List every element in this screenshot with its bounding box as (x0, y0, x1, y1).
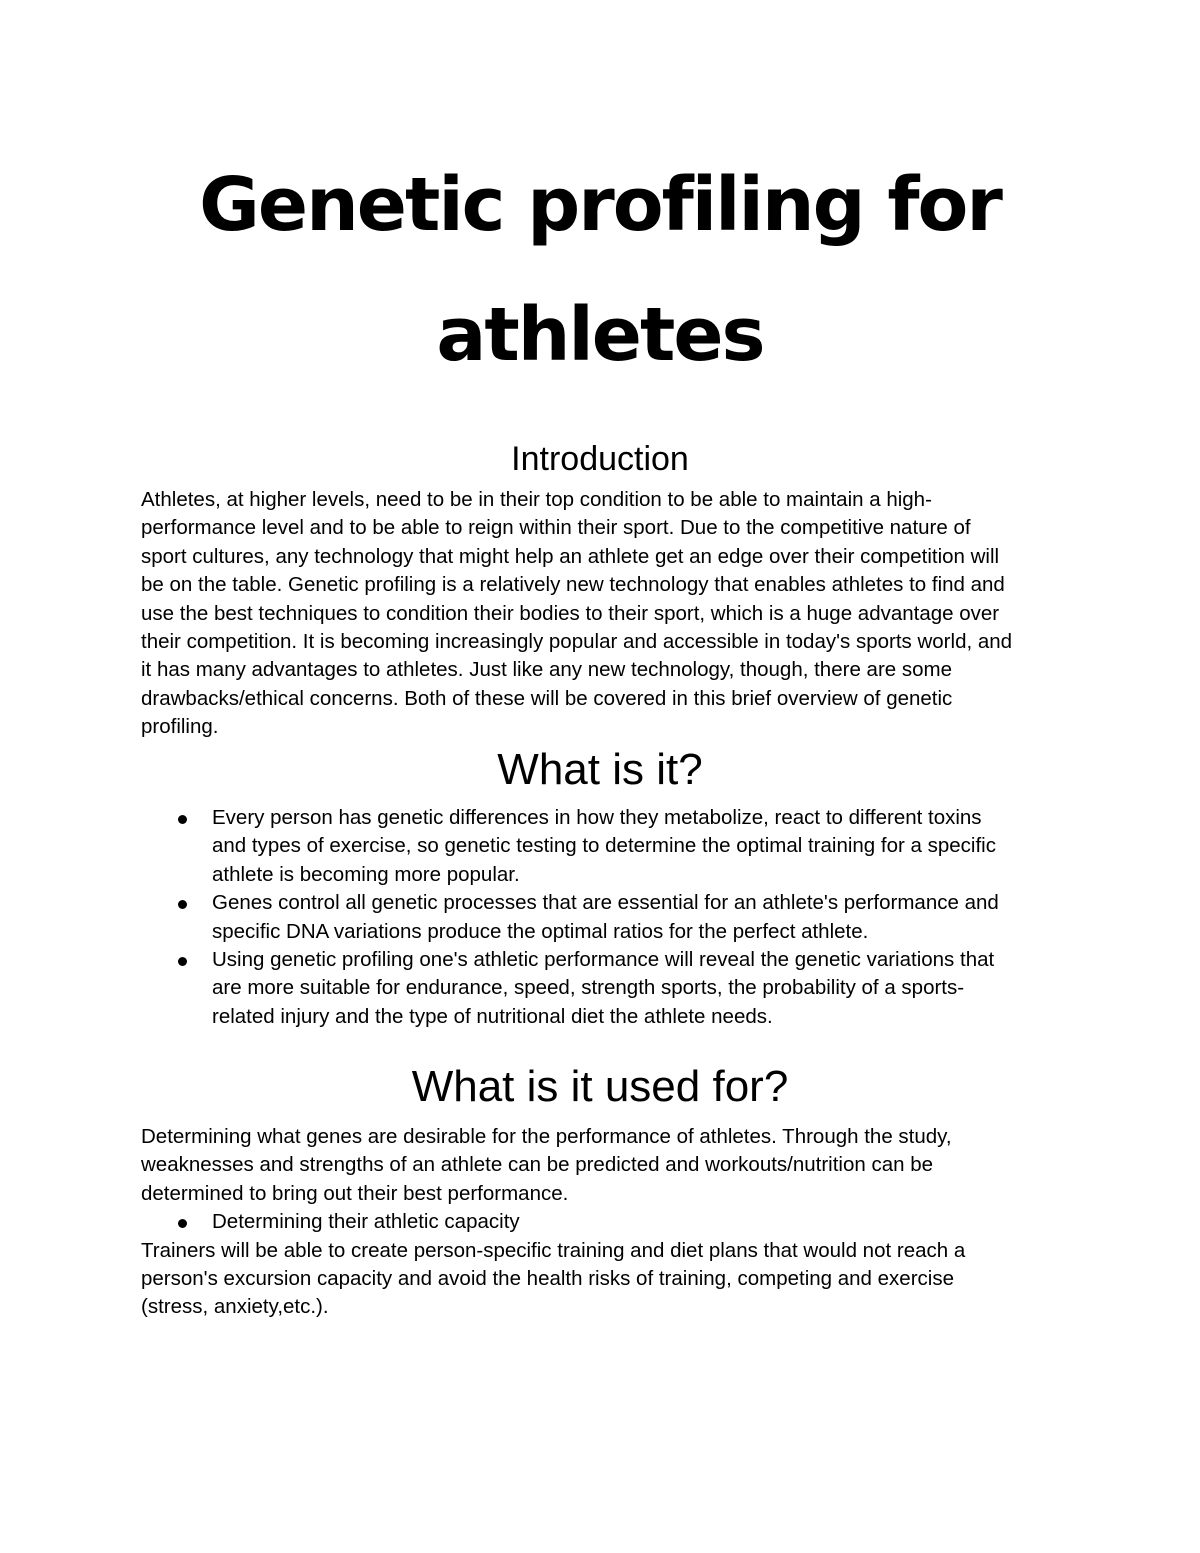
text-line: Determining what genes are desirable for the performance of athletes. Through the study, (141, 1125, 952, 1148)
text-line: (stress, anxiety,etc.). (141, 1295, 329, 1319)
text-line: specific DNA variations produce the optimal ratios for the perfect athlete. (212, 919, 869, 943)
list-item (141, 1208, 965, 1236)
text-line: determined to bring out their best performance. (141, 1181, 569, 1205)
text-line: and types of exercise, so genetic testing to determine the optimal training for a specific (212, 834, 996, 858)
used-for-section (141, 1123, 965, 1322)
text-line: it has many advantages to athletes. Just like any new technology, though, there are some (141, 658, 952, 682)
text-line: be on the table. Genetic profiling is a relatively new technology that enables athletes to find and (141, 573, 1005, 597)
text-line: person's excursion capacity and avoid the health risks of training, competing and exercise (141, 1267, 954, 1291)
text-line: Trainers will be able to create person-specific training and diet plans that would not reach a (141, 1238, 966, 1262)
text-line: profiling. (141, 715, 219, 739)
used-for-list (141, 1208, 965, 1236)
document-title (0, 140, 1200, 400)
text-line: related injury and the type of nutritional diet the athlete needs. (212, 1004, 773, 1028)
heading-introduction: Introduction (511, 440, 689, 478)
text-line: use the best techniques to condition their bodies to their sport, which is a huge advantage over (141, 601, 1000, 625)
text-line: weaknesses and strengths of an athlete can be predicted and workouts/nutrition can be (141, 1153, 934, 1177)
introduction-paragraph (141, 486, 1012, 742)
title-line: Genetic profiling for (199, 162, 1001, 248)
what-is-it-list (141, 804, 999, 1031)
text-line: Athletes, at higher levels, need to be in their top condition to be able to maintain a high- (141, 488, 932, 511)
text-line: performance level and to be able to reign within their sport. Due to the competitive nature of (141, 516, 971, 540)
bullet-icon (178, 900, 187, 909)
bullet-icon (178, 957, 187, 966)
text-line: sport cultures, any technology that might help an athlete get an edge over their competition will (141, 544, 1000, 568)
list-item (141, 804, 999, 889)
bullet-icon (178, 1219, 187, 1228)
text-line: drawbacks/ethical concerns. Both of these will be covered in this brief overview of genetic (141, 686, 953, 710)
text-line: Determining their athletic capacity (212, 1210, 520, 1234)
text-line: their competition. It is becoming increasingly popular and accessible in today's sports world, and (141, 630, 1013, 654)
text-line: are more suitable for endurance, speed, strength sports, the probability of a sports- (212, 976, 965, 1000)
list-item (141, 946, 999, 1031)
title-line: athletes (436, 292, 764, 378)
heading-what-is-it-used-for: What is it used for? (411, 1062, 789, 1111)
bullet-icon (178, 815, 187, 824)
text-line: athlete is becoming more popular. (212, 862, 520, 886)
text-line: Using genetic profiling one's athletic performance will reveal the genetic variations that (212, 948, 995, 972)
text-line: Genes control all genetic processes that are essential for an athlete's performance and (212, 891, 999, 915)
text-line: Every person has genetic differences in how they metabolize, react to different toxins (212, 806, 982, 829)
heading-what-is-it: What is it? (497, 745, 703, 794)
list-item (141, 889, 999, 946)
